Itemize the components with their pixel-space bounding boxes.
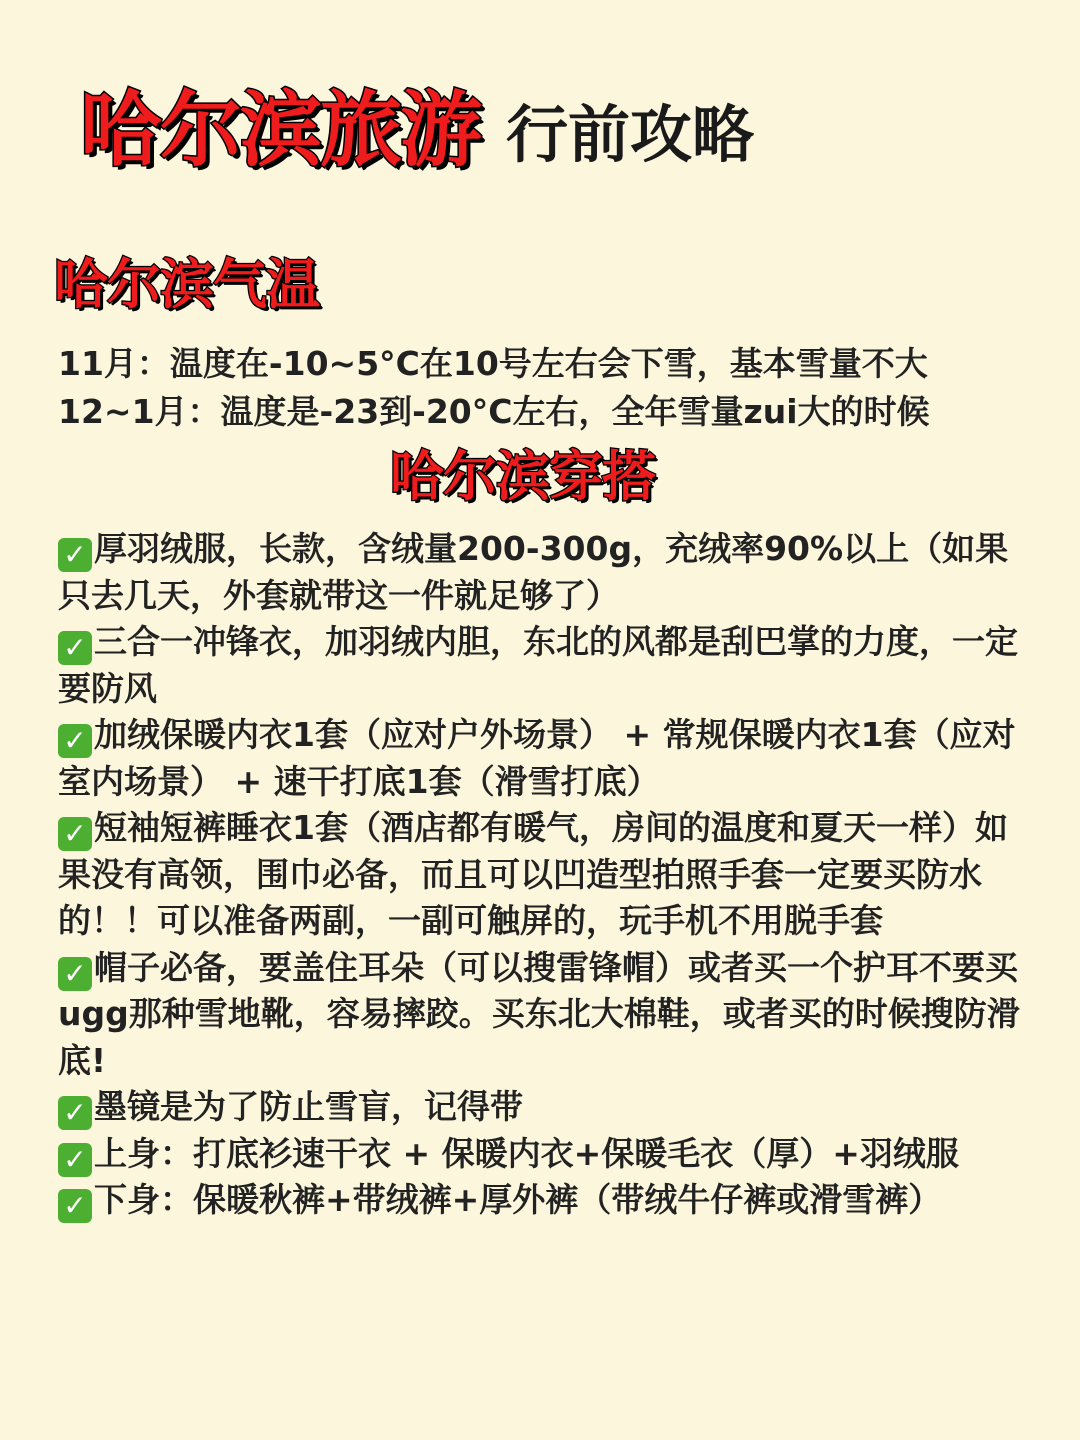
item-text: 加绒保暖内衣1套（应对户外场景） + 常规保暖内衣1套（应对室内场景） + 速干打底1套（滑雪打底）: [58, 715, 1016, 801]
check-mark-icon: ✓: [58, 1143, 92, 1177]
list-item: [58, 1131, 1033, 1178]
weather-line: 12~1月：温度是-23到-20°C左右，全年雪量zui大的时候: [58, 392, 930, 431]
outfit-heading: 哈尔滨穿搭: [390, 445, 655, 508]
item-text: 上身：打底衫速干衣 + 保暖内衣+保暖毛衣（厚）+羽绒服: [94, 1133, 959, 1173]
item-text: 下身：保暖秋裤+带绒裤+厚外裤（带绒牛仔裤或滑雪裤）: [94, 1180, 942, 1219]
weather-heading: 哈尔滨气温: [54, 253, 319, 316]
list-item: [58, 619, 1033, 712]
list-item: [58, 526, 1033, 619]
list-item: [58, 1177, 1033, 1224]
list-item: [58, 712, 1033, 805]
check-mark-icon: ✓: [58, 957, 92, 991]
outfit-list: [58, 526, 1033, 1224]
item-text: 墨镜是为了防止雪盲，记得带: [94, 1087, 523, 1126]
check-mark-icon: ✓: [58, 724, 92, 758]
check-mark-icon: ✓: [58, 817, 92, 851]
item-text: 三合一冲锋衣，加羽绒内胆，东北的风都是刮巴掌的力度，一定要防风: [58, 622, 1018, 708]
weather-line: 11月：温度在-10~5°C在10号左右会下雪，基本雪量不大: [58, 344, 928, 383]
list-item: [58, 1084, 1033, 1131]
title-subtitle: 行前攻略: [506, 98, 755, 171]
check-mark-icon: ✓: [58, 631, 92, 665]
title-main: 哈尔滨旅游: [80, 83, 481, 178]
check-mark-icon: ✓: [58, 538, 92, 572]
list-item: [58, 945, 1033, 1085]
item-text: 帽子必备，要盖住耳朵（可以搜雷锋帽）或者买一个护耳不要买ugg那种雪地靴，容易摔跤。买东北大棉鞋，或者买的时候搜防滑底!: [58, 947, 1020, 1080]
weather-section: [58, 340, 1048, 436]
item-text: 厚羽绒服，长款，含绒量200-300g，充绒率90%以上（如果只去几天，外套就带这一件就足够了）: [58, 529, 1009, 615]
page-title: [80, 62, 1040, 178]
item-text: 短袖短裤睡衣1套（酒店都有暖气，房间的温度和夏天一样）如果没有高领，围巾必备，而且可以凹造型拍照手套一定要买防水的！！可以准备两副，一副可触屏的，玩手机不用脱手套: [58, 808, 1008, 940]
check-mark-icon: ✓: [58, 1189, 92, 1223]
check-mark-icon: ✓: [58, 1096, 92, 1130]
list-item: [58, 805, 1033, 945]
